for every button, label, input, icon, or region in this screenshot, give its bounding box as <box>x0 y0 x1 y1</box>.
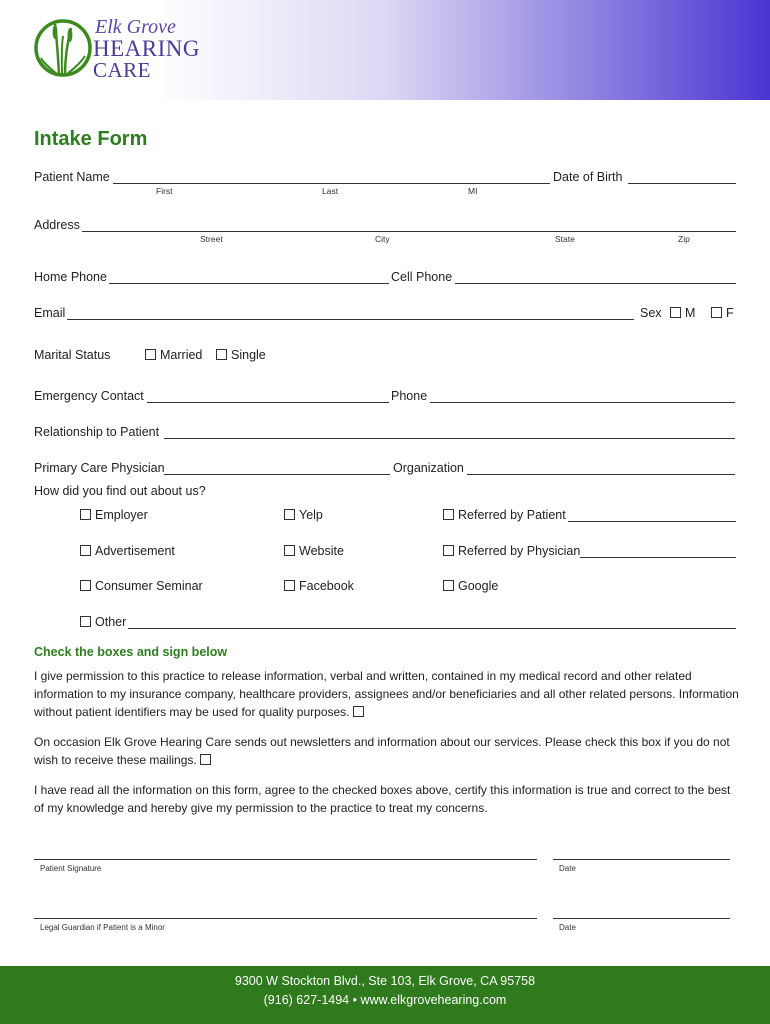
date1-caption: Date <box>559 864 576 873</box>
sex-m-text: M <box>685 306 696 320</box>
other-checkbox[interactable] <box>80 616 91 627</box>
single-option[interactable] <box>216 348 266 362</box>
sex-m-option[interactable] <box>670 306 695 320</box>
referred-physician-option[interactable] <box>443 544 580 558</box>
date1-field[interactable] <box>553 859 730 860</box>
footer-address: 9300 W Stockton Blvd., Ste 103, Elk Grove, CA 95758 <box>234 974 536 988</box>
consent-para3: I have read all the information on this form, agree to the checked boxes above, certify this information is true and correct to the best of my knowledge and hereby give my permission to the practice to treat my concerns. <box>34 783 731 815</box>
consumer-seminar-option[interactable] <box>80 579 203 593</box>
find-out-question: How did you find out about us? <box>34 484 206 498</box>
other-text: Other <box>95 615 127 629</box>
consumer-seminar-checkbox[interactable] <box>80 580 91 591</box>
logo-line1: Elk Grove <box>95 16 176 38</box>
guardian-signature-field[interactable] <box>34 918 537 919</box>
marital-status-label: Marital Status <box>34 348 111 362</box>
referred-patient-text: Referred by Patient <box>458 508 566 522</box>
consent-para1-block <box>34 667 739 721</box>
patient-signature-field[interactable] <box>34 859 537 860</box>
google-option[interactable] <box>443 579 498 593</box>
website-option[interactable] <box>284 544 344 558</box>
footer-contact: (916) 627-1494 • www.elkgrovehearing.com <box>263 993 507 1007</box>
addr-zip-caption: Zip <box>678 234 690 244</box>
other-field[interactable] <box>128 628 736 629</box>
married-checkbox[interactable] <box>145 349 156 360</box>
patient-signature-caption: Patient Signature <box>40 864 102 873</box>
sex-m-checkbox[interactable] <box>670 307 681 318</box>
addr-state-caption: State <box>555 234 575 244</box>
patient-name-label: Patient Name <box>34 170 110 184</box>
referred-patient-checkbox[interactable] <box>443 509 454 520</box>
emergency-contact-field[interactable] <box>147 402 389 403</box>
cell-phone-field[interactable] <box>455 283 736 284</box>
consent-heading: Check the boxes and sign below <box>34 645 228 659</box>
organization-field[interactable] <box>467 474 735 475</box>
sex-f-checkbox[interactable] <box>711 307 722 318</box>
relationship-label: Relationship to Patient <box>34 425 160 439</box>
emergency-phone-field[interactable] <box>430 402 735 403</box>
home-phone-field[interactable] <box>109 283 389 284</box>
referred-physician-checkbox[interactable] <box>443 545 454 556</box>
facebook-checkbox[interactable] <box>284 580 295 591</box>
sex-label: Sex <box>640 306 662 320</box>
yelp-text: Yelp <box>299 508 323 522</box>
advertisement-option[interactable] <box>80 544 175 558</box>
addr-city-caption: City <box>375 234 390 244</box>
email-field[interactable] <box>67 319 634 320</box>
name-mi-caption: MI <box>468 186 478 196</box>
advertisement-checkbox[interactable] <box>80 545 91 556</box>
website-text: Website <box>299 544 344 558</box>
single-text: Single <box>231 348 266 362</box>
page-title: Intake Form <box>34 128 148 150</box>
consent-para1: I give permission to this practice to release information, verbal and written, contained in my medical record and other related information to my insurance company, healthcare providers, assignees and/or beneficiaries and all other related persons. Information without patient identifiers may be used for quality purposes. <box>34 669 739 719</box>
consent-para1-checkbox[interactable] <box>353 706 364 717</box>
referred-patient-field[interactable] <box>568 521 736 522</box>
logo-line3: CARE <box>93 58 152 82</box>
phone-label: Phone <box>391 389 428 403</box>
google-text: Google <box>458 579 499 593</box>
addr-street-caption: Street <box>200 234 223 244</box>
other-option[interactable] <box>80 615 126 629</box>
employer-checkbox[interactable] <box>80 509 91 520</box>
date2-caption: Date <box>559 923 576 932</box>
employer-text: Employer <box>95 508 148 522</box>
sex-f-text: F <box>726 306 734 320</box>
home-phone-label: Home Phone <box>34 270 107 284</box>
address-field[interactable] <box>82 231 736 232</box>
footer <box>0 966 770 1024</box>
relationship-field[interactable] <box>164 438 735 439</box>
referred-patient-option[interactable] <box>443 508 566 522</box>
yelp-checkbox[interactable] <box>284 509 295 520</box>
consent-para2: On occasion Elk Grove Hearing Care sends out newsletters and information about our services. Please check this box if you do not wish to receive these mailings. <box>34 735 730 767</box>
guardian-caption: Legal Guardian if Patient is a Minor <box>40 923 165 932</box>
logo-line2: HEARING <box>93 36 200 61</box>
consumer-seminar-text: Consumer Seminar <box>95 579 203 593</box>
pcp-label: Primary Care Physician <box>34 461 165 475</box>
dob-field[interactable] <box>628 183 736 184</box>
email-label: Email <box>34 306 66 320</box>
dob-label: Date of Birth <box>553 170 623 184</box>
patient-name-field[interactable] <box>113 183 550 184</box>
facebook-text: Facebook <box>299 579 354 593</box>
facebook-option[interactable] <box>284 579 354 593</box>
sex-f-option[interactable] <box>711 306 734 320</box>
website-checkbox[interactable] <box>284 545 295 556</box>
advertisement-text: Advertisement <box>95 544 175 558</box>
married-text: Married <box>160 348 203 362</box>
date2-field[interactable] <box>553 918 730 919</box>
consent-para2-block <box>34 733 739 769</box>
referred-physician-text: Referred by Physician <box>458 544 581 558</box>
address-label: Address <box>34 218 80 232</box>
married-option[interactable] <box>145 348 202 362</box>
name-last-caption: Last <box>322 186 339 196</box>
referred-physician-field[interactable] <box>580 557 736 558</box>
employer-option[interactable] <box>80 508 148 522</box>
google-checkbox[interactable] <box>443 580 454 591</box>
emergency-contact-label: Emergency Contact <box>34 389 144 403</box>
name-first-caption: First <box>156 186 173 196</box>
consent-para2-checkbox[interactable] <box>200 754 211 765</box>
pcp-field[interactable] <box>164 474 390 475</box>
yelp-option[interactable] <box>284 508 323 522</box>
organization-label: Organization <box>393 461 464 475</box>
single-checkbox[interactable] <box>216 349 227 360</box>
cell-phone-label: Cell Phone <box>391 270 453 284</box>
